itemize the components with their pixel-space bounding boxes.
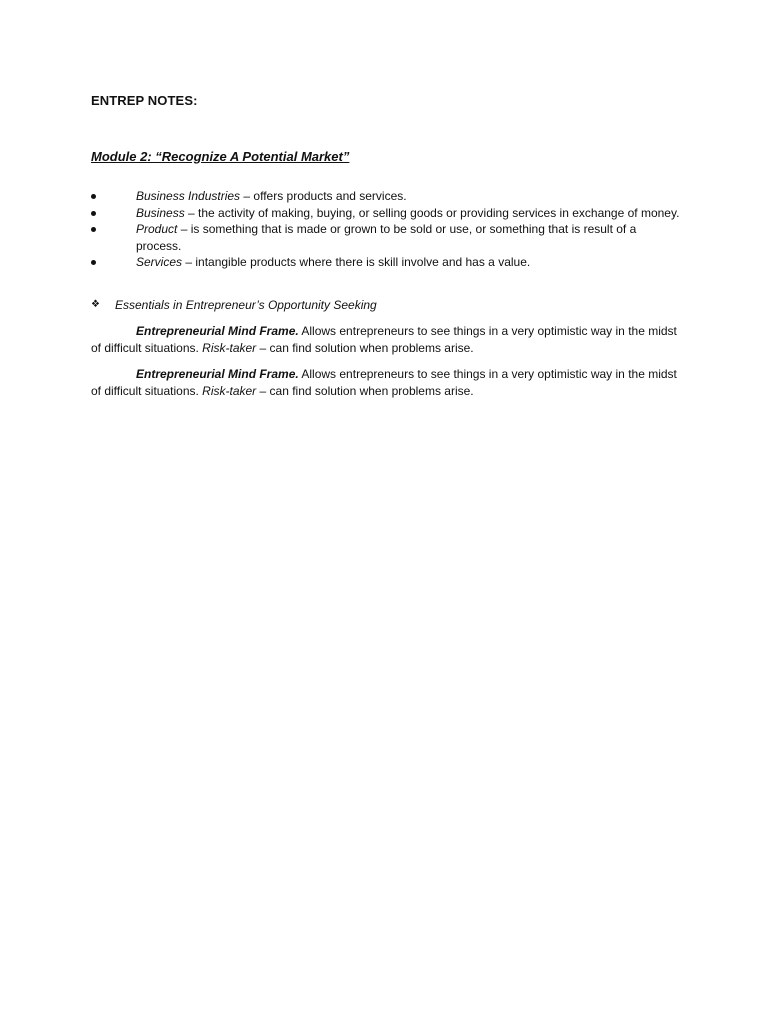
paragraph-text: Allows entrepreneurs to see things in a very optimistic way in the midst of difficult situations.: [91, 367, 677, 398]
essentials-heading: [91, 297, 681, 314]
bullet-dot-icon: [91, 194, 96, 199]
definition-text: – the activity of making, buying, or selling goods or providing services in exchange of money.: [184, 205, 680, 220]
paragraph: [91, 323, 681, 356]
definition-text: – intangible products where there is skill involve and has a value.: [182, 255, 531, 269]
paragraph-term: Risk-taker: [202, 340, 257, 355]
definition-text: – is something that is made or grown to be sold or use, or something that is result of a process.: [136, 222, 637, 253]
paragraph-text: Allows entrepreneurs to see things in a very optimistic way in the midst of difficult situations.: [91, 324, 677, 355]
definition-term: Services: [136, 255, 183, 269]
diamond-bullet-icon: ❖: [91, 298, 100, 310]
essentials-text: Essentials in Entrepreneur’s Opportunity Seeking: [115, 297, 377, 312]
list-item: [91, 254, 681, 271]
bullet-dot-icon: [91, 227, 96, 232]
paragraph-lead: Entrepreneurial Mind Frame.: [136, 367, 299, 381]
bullet-dot-icon: [91, 260, 96, 265]
document-title: ENTREP NOTES:: [91, 93, 198, 108]
paragraph: [91, 366, 681, 399]
definition-term: Business: [136, 205, 185, 220]
list-item: [91, 188, 681, 205]
definition-term: Product: [136, 222, 178, 236]
paragraph-text: – can find solution when problems arise.: [256, 383, 474, 398]
definitions-list: [91, 188, 681, 271]
paragraph-lead: Entrepreneurial Mind Frame.: [136, 324, 299, 338]
bullet-dot-icon: [91, 211, 96, 216]
list-item: [91, 221, 681, 254]
definition-text: – offers products and services.: [240, 189, 407, 203]
document-body: [91, 93, 681, 409]
list-item: [91, 205, 681, 222]
definition-term: Business Industries: [136, 189, 241, 203]
paragraph-term: Risk-taker: [202, 383, 257, 398]
paragraph-text: – can find solution when problems arise.: [256, 340, 474, 355]
module-heading: Module 2: “Recognize A Potential Market”: [91, 148, 350, 164]
